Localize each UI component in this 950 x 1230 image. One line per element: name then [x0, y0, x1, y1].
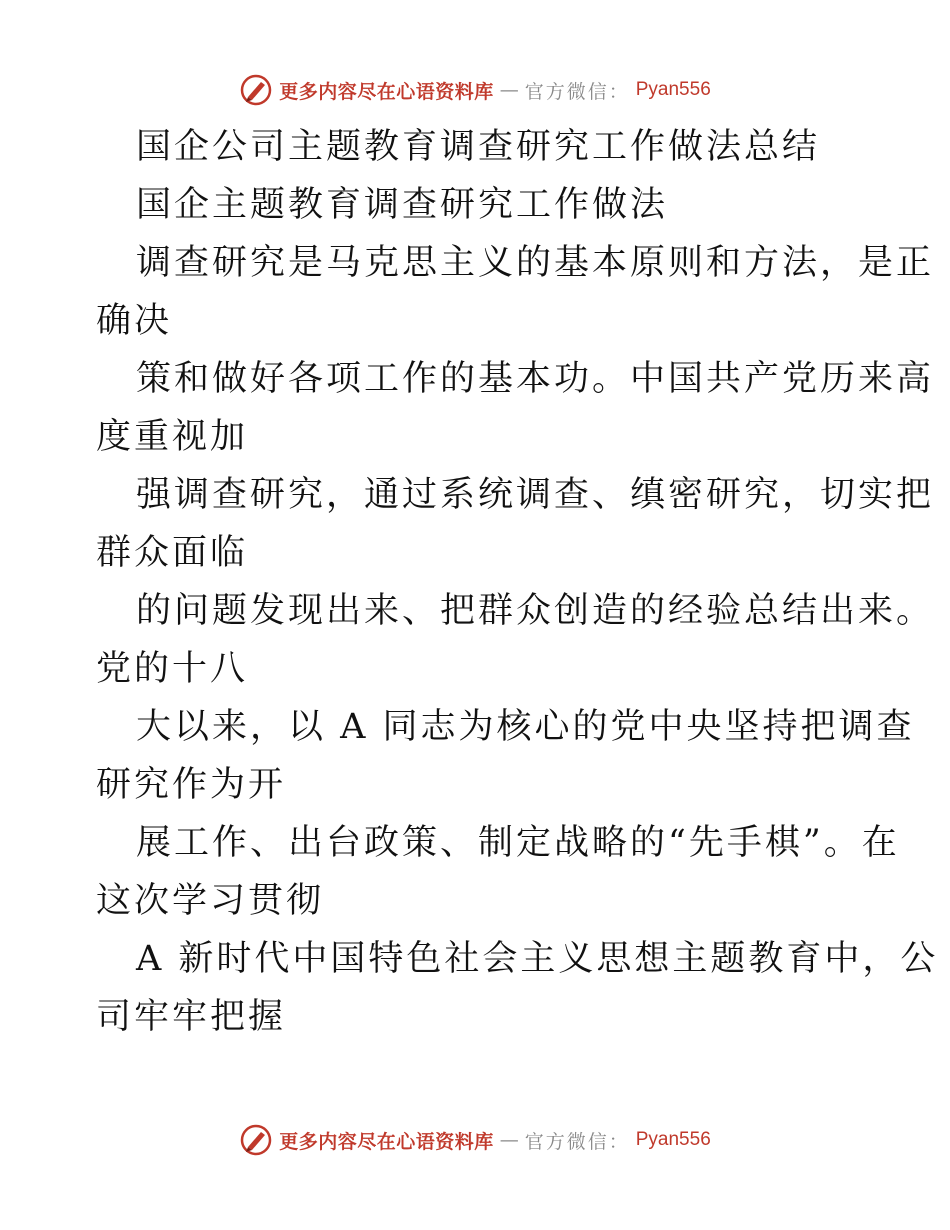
header-banner: [0, 70, 950, 110]
wechat-label: 官方微信：: [524, 80, 630, 103]
paragraph-line: 这次学习贯彻: [96, 881, 325, 921]
pen-circle-logo-icon: [239, 1123, 273, 1157]
document-title: 国企公司主题教育调查研究工作做法总结: [136, 127, 821, 167]
paragraph-line: 度重视加: [96, 417, 249, 457]
site-name: 更多内容尽在心语资料库: [279, 80, 494, 103]
wechat-id: Pyan556: [635, 79, 711, 100]
document-subtitle: 国企主题教育调查研究工作做法: [136, 185, 669, 225]
wechat-label: 官方微信：: [524, 1130, 630, 1153]
paragraph-line: 群众面临: [96, 533, 249, 573]
paragraph-line: 调查研究是马克思主义的基本原则和方法，是正: [136, 243, 935, 283]
paragraph-line: 大以来，以 A 同志为核心的党中央坚持把调查: [136, 707, 915, 747]
paragraph-line: 确决: [96, 301, 173, 341]
paragraph-line: 策和做好各项工作的基本功。中国共产党历来高: [136, 359, 935, 399]
site-name: 更多内容尽在心语资料库: [279, 1130, 494, 1153]
paragraph-line: 强调查研究，通过系统调查、缜密研究，切实把: [136, 475, 935, 515]
wechat-id: Pyan556: [635, 1129, 711, 1150]
paragraph-line: 研究作为开: [96, 765, 287, 805]
paragraph-line: 司牢牢把握: [96, 997, 287, 1037]
paragraph-line: 展工作、出台政策、制定战略的“先手棋”。在: [136, 823, 900, 863]
paragraph-line: A 新时代中国特色社会主义思想主题教育中，公: [136, 939, 939, 979]
banner-separator: —: [499, 79, 519, 101]
banner-separator: —: [499, 1129, 519, 1151]
footer-banner: [0, 1120, 950, 1160]
paragraph-line: 的问题发现出来、把群众创造的经验总结出来。: [136, 591, 935, 631]
pen-circle-logo-icon: [239, 73, 273, 107]
paragraph-line: 党的十八: [96, 649, 249, 689]
